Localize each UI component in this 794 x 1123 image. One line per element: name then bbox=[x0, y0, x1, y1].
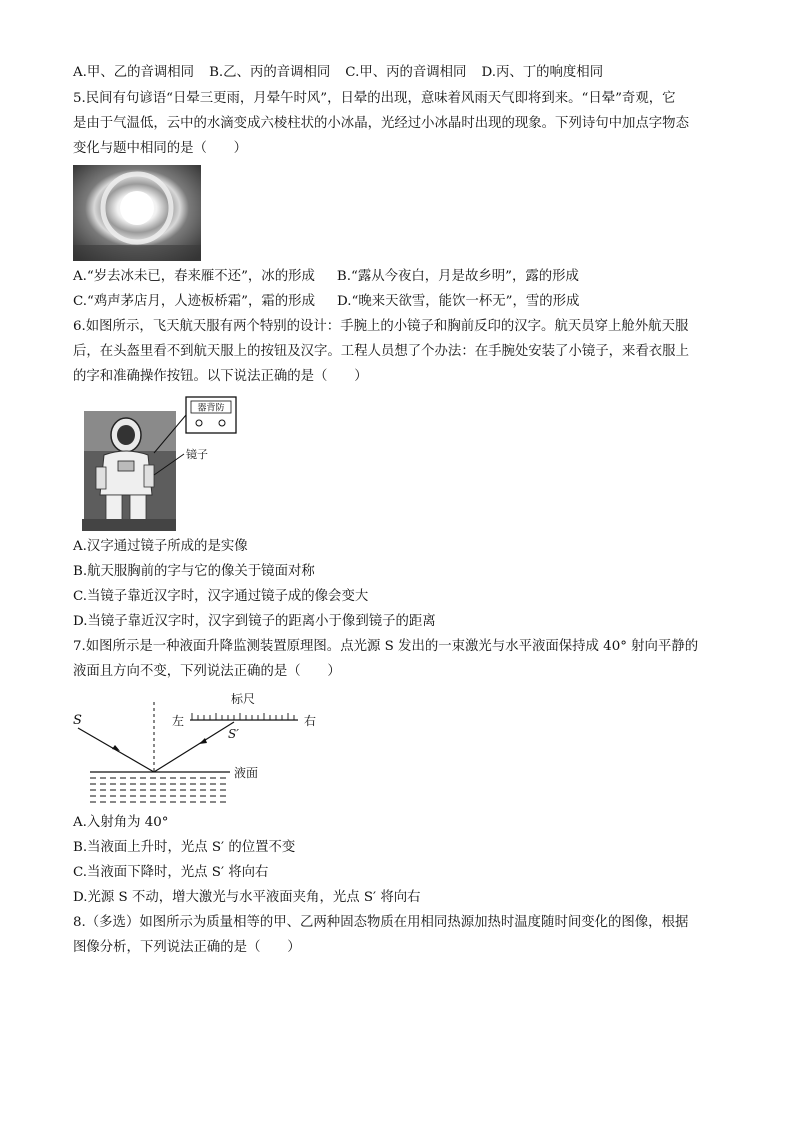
q8-stem-line-1: 8.（多选）如图所示为质量相等的甲、乙两种固态物质在用相同热源加热时温度随时间变化的图像，根据 bbox=[73, 915, 689, 930]
q6-option-b: B.航天服胸前的字与它的像关于镜面对称 bbox=[73, 564, 315, 579]
q6-option-a: A.汉字通过镜子所成的是实像 bbox=[73, 539, 248, 554]
q4-option-a: A.甲、乙的音调相同 bbox=[73, 65, 195, 80]
q7-option-d: D.光源 S 不动，增大激光与水平液面夹角，光点 S′ 将向右 bbox=[73, 890, 421, 905]
q4-option-b: B.乙、丙的音调相同 bbox=[209, 65, 331, 80]
q7-stem-line-2: 液面且方向不变，下列说法正确的是（ ） bbox=[73, 664, 341, 679]
q5-options-row-1 bbox=[73, 268, 579, 286]
q7-option-a: A.入射角为 40° bbox=[73, 815, 169, 830]
q7-option-c: C.当液面下降时，光点 S′ 将向右 bbox=[73, 865, 269, 880]
q5-stem-line-2: 是由于气温低，云中的水滴变成六棱柱状的小冰晶，光经过小冰晶时出现的现象。下列诗句中加点字物态 bbox=[73, 116, 689, 131]
q4-options-row bbox=[73, 64, 603, 82]
q6-stem-line-3: 的字和准确操作按钮。以下说法正确的是（ ） bbox=[73, 369, 368, 384]
q5-option-c: C.“鸡声茅店月，人迹板桥霜”，霜的形成 bbox=[73, 294, 315, 309]
q4-option-c: C.甲、丙的音调相同 bbox=[345, 65, 467, 80]
q6-option-c: C.当镜子靠近汉字时，汉字通过镜子成的像会变大 bbox=[73, 589, 369, 604]
sun-halo-photo bbox=[73, 165, 201, 261]
mirror-label: 镜子 bbox=[186, 448, 208, 461]
q6-stem-line-2: 后，在头盔里看不到航天服上的按钮及汉字。工程人员想了个办法：在手腕处安装了小镜子，来看衣服上 bbox=[73, 344, 689, 359]
q4-option-d: D.丙、丁的响度相同 bbox=[481, 65, 604, 80]
q5-options-row-2 bbox=[73, 293, 579, 311]
ruler-label: 标尺 bbox=[231, 692, 256, 706]
spacesuit-figure bbox=[82, 395, 242, 531]
left-label: 左 bbox=[172, 714, 185, 728]
chest-text-label: 器背防 bbox=[197, 403, 225, 414]
q5-option-b: B.“露从今夜白，月是故乡明”，露的形成 bbox=[336, 269, 579, 284]
q7-option-b: B.当液面上升时，光点 S′ 的位置不变 bbox=[73, 840, 296, 855]
q6-stem-line-1: 6.如图所示，飞天航天服有两个特别的设计：手腕上的小镜子和胸前反印的汉字。航天员穿上舱外航天服 bbox=[73, 319, 689, 334]
q7-stem-line-1: 7.如图所示是一种液面升降监测装置原理图。点光源 S 发出的一束激光与水平液面保持成 40° 射向平静的 bbox=[73, 639, 699, 654]
q5-option-d: D.“晚来天欲雪，能饮一杯无”，雪的形成 bbox=[336, 294, 580, 309]
q5-stem-line-1: 5.民间有句谚语“日晕三更雨，月晕午时风”，日晕的出现，意味着风雨天气即将到来。“日晕”奇观，它 bbox=[73, 91, 676, 106]
liquid-level-diagram bbox=[68, 688, 328, 808]
q6-option-d: D.当镜子靠近汉字时，汉字到镜子的距离小于像到镜子的距离 bbox=[73, 614, 436, 629]
source-label: S bbox=[73, 713, 82, 728]
q5-stem-line-3: 变化与题中相同的是（ ） bbox=[73, 141, 248, 156]
q5-option-a: A.“岁去冰未已，春来雁不还”，冰的形成 bbox=[73, 269, 315, 284]
q8-stem-line-2: 图像分析，下列说法正确的是（ ） bbox=[73, 940, 301, 955]
right-label: 右 bbox=[304, 714, 317, 728]
surface-label: 液面 bbox=[234, 766, 259, 780]
spot-label: S′ bbox=[228, 727, 239, 741]
